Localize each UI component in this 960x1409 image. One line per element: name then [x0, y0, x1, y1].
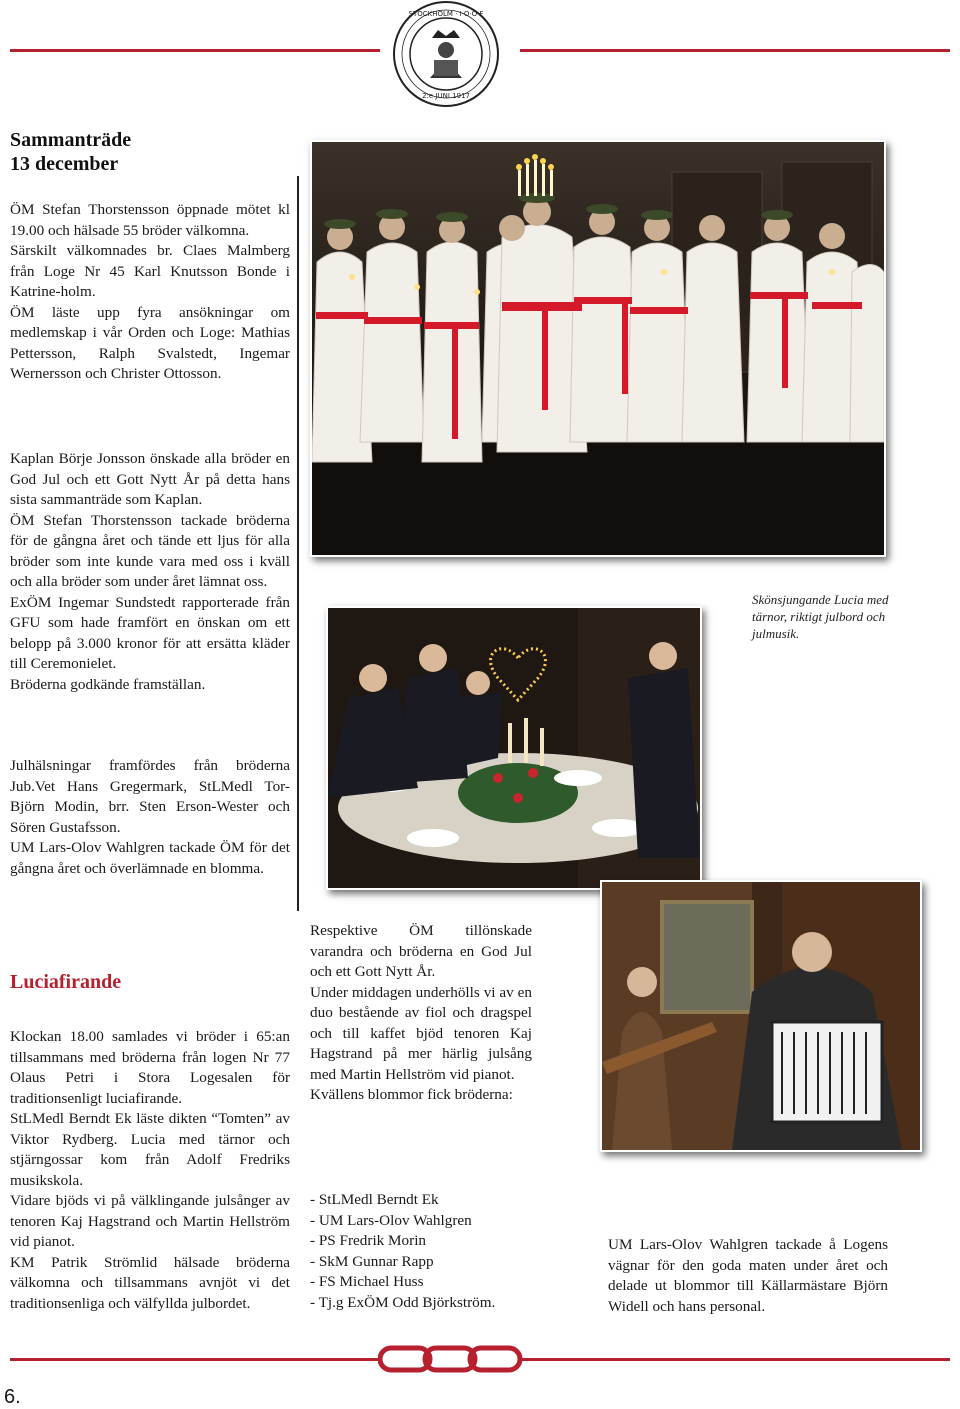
meeting-opening-text — [10, 200, 290, 385]
header-rule-right — [520, 49, 950, 52]
paragraph: ÖM läste upp fyra ansökningar om medlemskap i vår Orden och Loge: Mathias Pettersson, Ralph Svalstedt, Ingemar Wernersson och Christer Ottosson. — [10, 303, 290, 382]
paragraph: Kvällens blommor fick bröderna: — [310, 1086, 513, 1103]
section-title-sammantrade — [10, 128, 131, 176]
paragraph: Särskilt välkomnades br. Claes Malmberg från Loge Nr 45 Karl Knutsson Bonde i Katrine-holm. — [10, 242, 290, 300]
paragraph: Vidare bjöds vi på välklingande julsånger av tenoren Kaj Hagstrand och Martin Hellström vid pianot. — [10, 1192, 290, 1250]
christmas-greetings-text — [10, 756, 290, 879]
svg-text:2:e JUNI 1917: 2:e JUNI 1917 — [422, 92, 470, 100]
paragraph: ExÖM Ingemar Sundstedt rapporterade från GFU som hade framfört en önskan om ett belopp på 3.000 kronor för att ersätta kläder till Ceremonielet. — [10, 593, 290, 672]
paragraph: KM Patrik Strömlid hälsade bröderna välkomna och tillsammans avnjöt vi det traditionsenliga och välfyllda julbordet. — [10, 1253, 290, 1312]
dinner-entertainment-text — [310, 921, 532, 1106]
section-title-luciafirande: Luciafirande — [10, 971, 122, 993]
musicians-photo — [600, 880, 922, 1152]
svg-text:STOCKHOLM · I·O·O·F: STOCKHOLM · I·O·O·F — [408, 10, 484, 18]
thanks-text: UM Lars-Olov Wahlgren tackade å Logens vägnar för den goda maten under året och delade ut blommor till Källarmästare Björn Widell och hans personal. — [608, 1236, 888, 1315]
flower-recipients-list — [310, 1190, 550, 1313]
paragraph: Klockan 18.00 samlades vi bröder i 65:an tillsammans med bröderna från logen Nr 77 Olaus Petri i Stora Logesalen för traditionsenligt luciafirande. — [10, 1028, 290, 1107]
meeting-chaplain-text — [10, 449, 290, 695]
chain-links-emblem — [378, 1344, 524, 1374]
lucia-procession-photo — [310, 140, 886, 557]
photo-caption: Skönsjungande Lucia med tärnor, riktigt julbord och julmusik. — [752, 592, 889, 641]
header-rule-left — [10, 49, 380, 52]
paragraph: StLMedl Berndt Ek läste dikten “Tomten” av Viktor Rydberg. Lucia med tärnor och stjärngossar kom från Adolf Fredriks musikskola. — [10, 1110, 290, 1189]
paragraph: ÖM Stefan Thorstensson tackade bröderna för de gångna året och tände ett ljus för alla bröder som inte kunde vara med oss i kväll och alla bröder som under året lämnat oss. — [10, 511, 290, 590]
list-item: - UM Lars-Olov Wahlgren — [310, 1211, 472, 1229]
paragraph: ÖM Stefan Thorstensson öppnade mötet kl 19.00 och hälsade 55 bröder välkomna. — [10, 201, 290, 239]
footer-rule-left — [10, 1358, 380, 1361]
title-line-1: Sammanträde — [10, 129, 132, 151]
column-divider — [297, 176, 299, 911]
list-item: - PS Fredrik Morin — [310, 1232, 427, 1249]
paragraph: Respektive ÖM tillönskade varandra och bröderna en God Jul och ett Gott Nytt År. — [310, 922, 532, 980]
title-line-2: 13 december — [10, 153, 119, 175]
list-item: - Tj.g ExÖM Odd Björkström. — [310, 1293, 496, 1311]
list-item: - SkM Gunnar Rapp — [310, 1252, 434, 1270]
list-item: - FS Michael Huss — [310, 1273, 424, 1290]
paragraph: Bröderna godkände framställan. — [10, 675, 206, 693]
paragraph: Julhälsningar framfördes från bröderna Jub.Vet Hans Gregermark, StLMedl Tor-Björn Modin, brr. Sten Erson-Wester och Sören Gustafsson. — [10, 757, 290, 836]
christmas-dinner-photo — [326, 606, 702, 890]
lodge-seal-logo — [392, 0, 500, 108]
paragraph: UM Lars-Olov Wahlgren tackade ÖM för det gångna året och överlämnade en blomma. — [10, 839, 290, 877]
paragraph: Kaplan Börje Jonsson önskade alla bröder en God Jul och ett Gott Nytt År på detta hans sista sammanträde som Kaplan. — [10, 450, 290, 508]
page-number: 6. — [4, 1386, 21, 1408]
luciafirande-text — [10, 1027, 290, 1314]
footer-rule-right — [520, 1358, 950, 1361]
list-item: - StLMedl Berndt Ek — [310, 1191, 439, 1208]
paragraph: Under middagen underhölls vi av en duo bestående av fiol och dragspel och till kaffet bjöd tenoren Kaj Hagstrand på mer härlig julsång med Martin Hellström vid pianot. — [310, 983, 532, 1083]
